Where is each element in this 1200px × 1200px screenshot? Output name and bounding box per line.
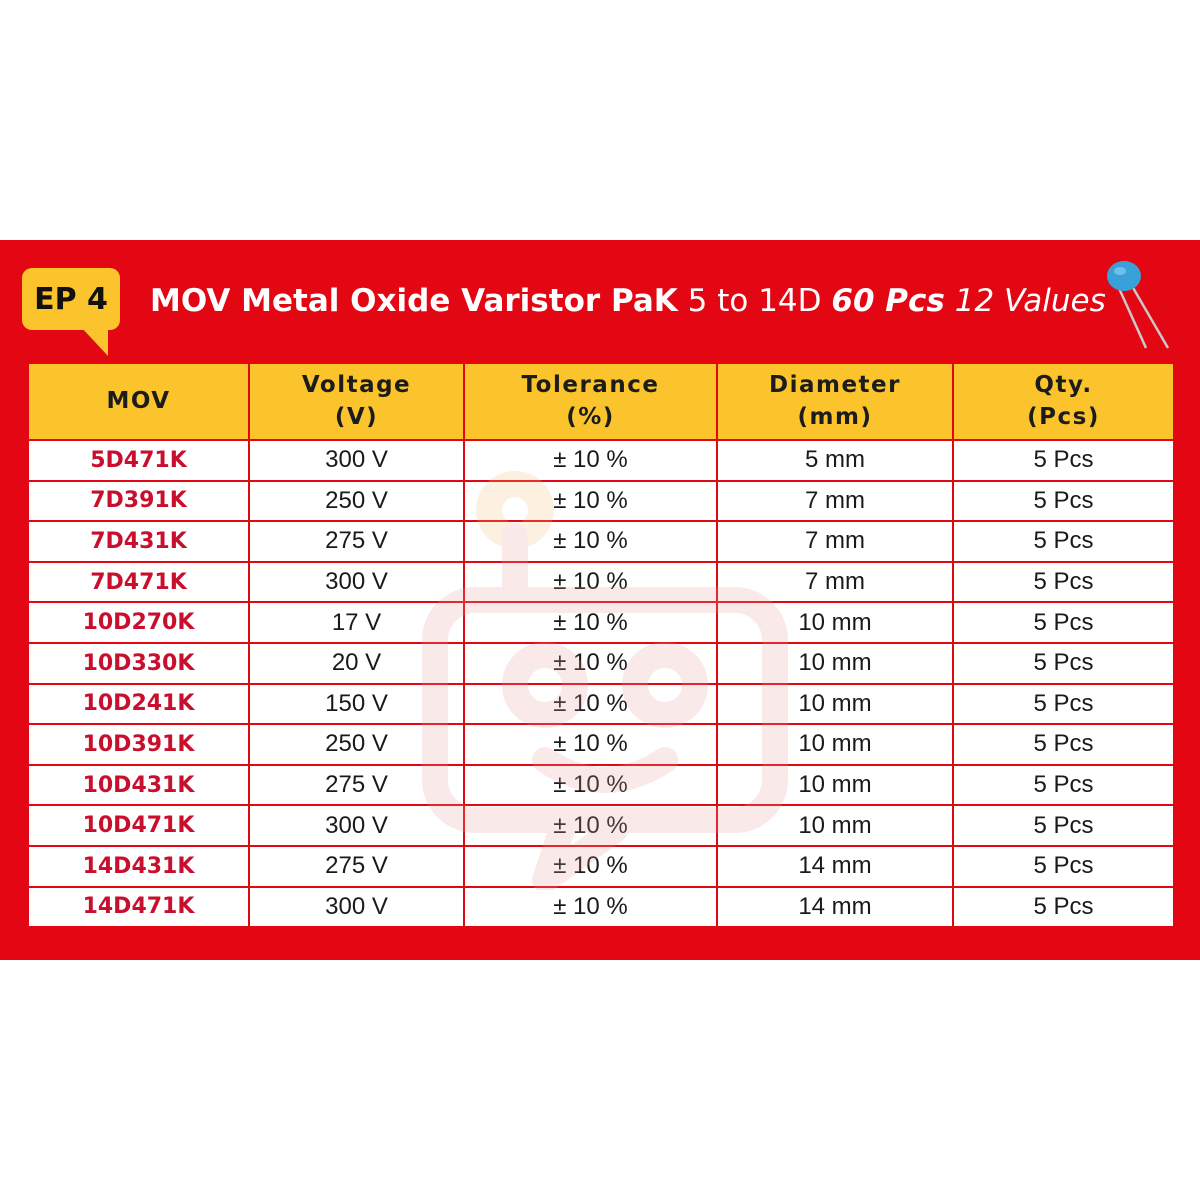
column-header-unit: (Pcs) — [1027, 403, 1100, 430]
cell-qty: 5 Pcs — [953, 440, 1174, 481]
column-header-label: Qty. — [1034, 372, 1093, 399]
badge-tail — [80, 326, 108, 356]
cell-tolerance: ± 10 % — [464, 602, 717, 643]
cell-qty: 5 Pcs — [953, 643, 1174, 684]
cell-tolerance: ± 10 % — [464, 562, 717, 603]
cell-voltage: 300 V — [249, 887, 464, 928]
column-header — [249, 363, 464, 440]
table-row — [28, 846, 1174, 887]
cell-qty: 5 Pcs — [953, 684, 1174, 725]
table-row — [28, 724, 1174, 765]
table-row — [28, 765, 1174, 806]
cell-mov: 10D270K — [28, 602, 249, 643]
cell-voltage: 20 V — [249, 643, 464, 684]
table-row — [28, 887, 1174, 928]
cell-mov: 14D471K — [28, 887, 249, 928]
cell-tolerance: ± 10 % — [464, 765, 717, 806]
cell-mov: 10D391K — [28, 724, 249, 765]
cell-diameter: 14 mm — [717, 887, 953, 928]
cell-voltage: 300 V — [249, 562, 464, 603]
cell-mov: 7D391K — [28, 481, 249, 522]
cell-voltage: 250 V — [249, 724, 464, 765]
cell-mov: 7D431K — [28, 521, 249, 562]
cell-diameter: 10 mm — [717, 805, 953, 846]
table-row — [28, 481, 1174, 522]
cell-voltage: 300 V — [249, 805, 464, 846]
cell-qty: 5 Pcs — [953, 887, 1174, 928]
cell-qty: 5 Pcs — [953, 765, 1174, 806]
cell-tolerance: ± 10 % — [464, 481, 717, 522]
cell-diameter: 14 mm — [717, 846, 953, 887]
page-title — [150, 276, 1106, 326]
cell-diameter: 10 mm — [717, 602, 953, 643]
column-header-label: Diameter — [769, 372, 901, 399]
mov-table-container — [27, 362, 1173, 928]
cell-qty: 5 Pcs — [953, 724, 1174, 765]
cell-tolerance: ± 10 % — [464, 521, 717, 562]
title-values: 12 Values — [954, 283, 1106, 319]
cell-mov: 14D431K — [28, 846, 249, 887]
cell-qty: 5 Pcs — [953, 521, 1174, 562]
cell-mov: 7D471K — [28, 562, 249, 603]
table-row — [28, 562, 1174, 603]
cell-qty: 5 Pcs — [953, 562, 1174, 603]
column-header-label: Voltage — [301, 372, 412, 399]
table-body — [28, 440, 1174, 927]
column-header — [28, 363, 249, 440]
varistor-component-icon — [1098, 256, 1178, 352]
cell-qty: 5 Pcs — [953, 805, 1174, 846]
table-row — [28, 643, 1174, 684]
cell-mov: 10D471K — [28, 805, 249, 846]
column-header-unit: (mm) — [797, 403, 873, 430]
column-header — [717, 363, 953, 440]
cell-voltage: 150 V — [249, 684, 464, 725]
cell-tolerance: ± 10 % — [464, 643, 717, 684]
cell-tolerance: ± 10 % — [464, 805, 717, 846]
cell-voltage: 275 V — [249, 765, 464, 806]
cell-diameter: 7 mm — [717, 521, 953, 562]
cell-mov: 10D431K — [28, 765, 249, 806]
episode-badge-label: EP 4 — [34, 281, 108, 317]
mov-spec-table — [27, 362, 1175, 928]
cell-voltage: 300 V — [249, 440, 464, 481]
cell-mov: 10D330K — [28, 643, 249, 684]
column-header — [953, 363, 1174, 440]
cell-mov: 5D471K — [28, 440, 249, 481]
title-range: 5 to 14D — [687, 283, 822, 319]
cell-qty: 5 Pcs — [953, 602, 1174, 643]
cell-qty: 5 Pcs — [953, 481, 1174, 522]
cell-diameter: 10 mm — [717, 684, 953, 725]
table-row — [28, 440, 1174, 481]
title-count: 60 Pcs — [831, 283, 945, 319]
column-header — [464, 363, 717, 440]
cell-voltage: 17 V — [249, 602, 464, 643]
cell-voltage: 250 V — [249, 481, 464, 522]
cell-tolerance: ± 10 % — [464, 887, 717, 928]
table-header-row — [28, 363, 1174, 440]
cell-voltage: 275 V — [249, 846, 464, 887]
episode-badge — [22, 268, 120, 330]
cell-tolerance: ± 10 % — [464, 846, 717, 887]
cell-mov: 10D241K — [28, 684, 249, 725]
cell-diameter: 7 mm — [717, 562, 953, 603]
column-header-label: Tolerance — [521, 372, 660, 399]
cell-diameter: 10 mm — [717, 724, 953, 765]
cell-tolerance: ± 10 % — [464, 724, 717, 765]
cell-voltage: 275 V — [249, 521, 464, 562]
column-header-unit: (V) — [334, 403, 379, 430]
cell-diameter: 7 mm — [717, 481, 953, 522]
cell-diameter: 10 mm — [717, 643, 953, 684]
cell-tolerance: ± 10 % — [464, 440, 717, 481]
column-header-label: MOV — [106, 387, 171, 414]
cell-diameter: 10 mm — [717, 765, 953, 806]
column-header-unit: (%) — [566, 403, 615, 430]
table-row — [28, 805, 1174, 846]
table-row — [28, 684, 1174, 725]
cell-diameter: 5 mm — [717, 440, 953, 481]
title-product: MOV Metal Oxide Varistor PaK — [150, 283, 678, 319]
table-row — [28, 602, 1174, 643]
cell-qty: 5 Pcs — [953, 846, 1174, 887]
table-row — [28, 521, 1174, 562]
cell-tolerance: ± 10 % — [464, 684, 717, 725]
